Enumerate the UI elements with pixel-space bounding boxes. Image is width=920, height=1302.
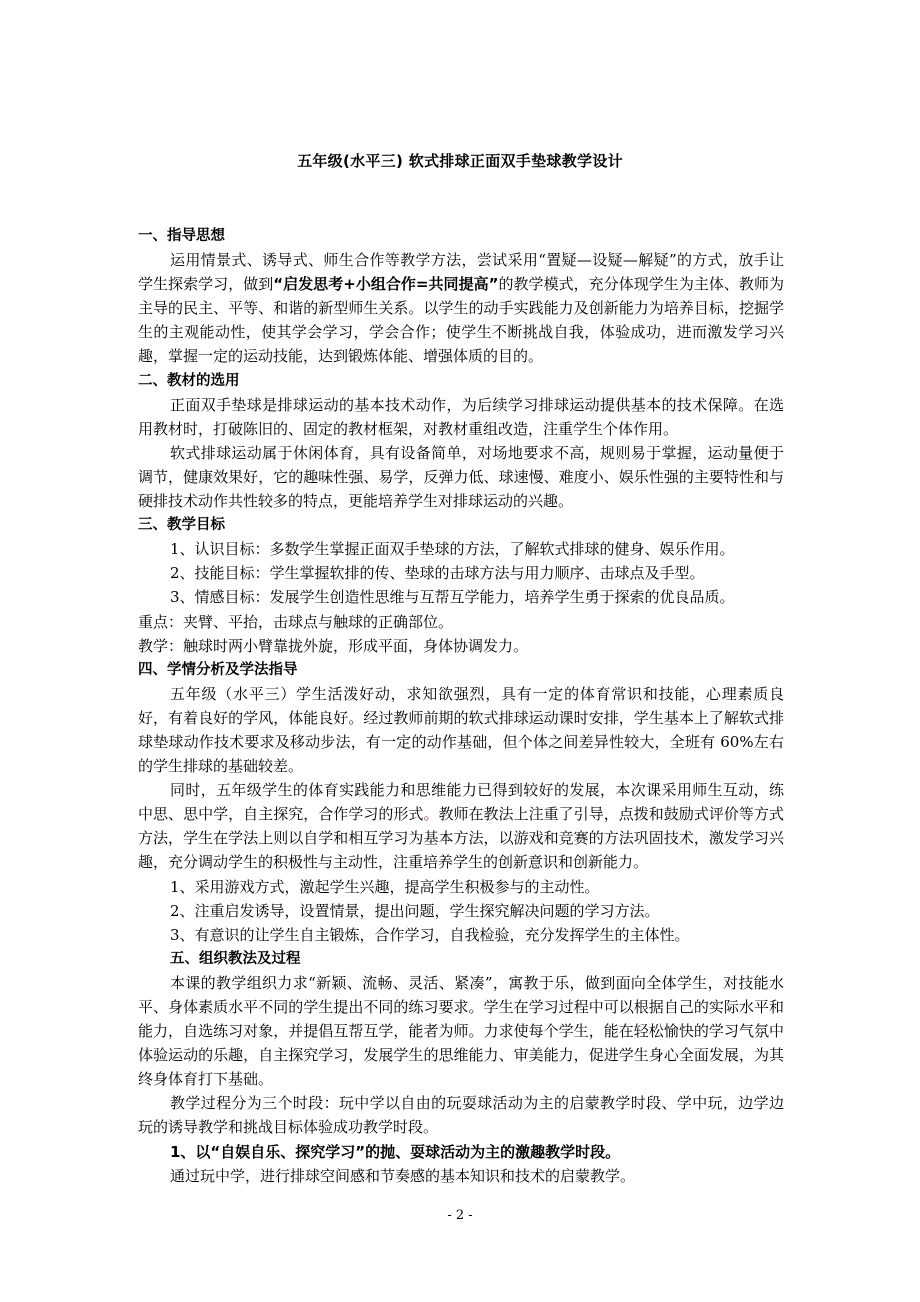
goal-cognitive: 1、认识目标：多数学生掌握正面双手垫球的方法，了解软式排球的健身、娱乐作用。	[170, 540, 735, 559]
paragraph-text: 运用情景式、诱导式、师生合作等教学方法，尝试采用“置疑—设疑—解疑”的方式，放手让学生探索学习，做到	[138, 251, 784, 294]
paragraph-text: 教师在教法上注重了引导，点拨和鼓励式评价等方式方法，学生在学法上则以自学和相互学习为基本方法，以游戏和竞赛的方法巩固技术，激发学习兴趣，充分调动学生的积极性与主动性，注重培养学生的创新意识和创新能力。	[138, 805, 784, 872]
learning-method-1: 1、采用游戏方式，激起学生兴趣，提高学生积极参与的主动性。	[170, 877, 600, 896]
key-points: 重点：夹臂、平抬，击球点与触球的正确部位。	[138, 612, 454, 631]
stage-1-heading: 1、以“自娱自乐、探究学习”的抛、耍球活动为主的激趣教学时段。	[170, 1142, 621, 1161]
goal-affective: 3、情感目标：发展学生创造性思维与互帮互学能力，培养学生勇于探索的优良品质。	[170, 588, 735, 607]
document-body	[138, 224, 784, 1188]
goal-skill: 2、技能目标：学生掌握软排的传、垫球的击球方法与用力顺序、击球点及手型。	[170, 564, 705, 583]
page-number: - 2 -	[447, 1208, 473, 1223]
document-title: 五年级(水平三) 软式排球正面双手垫球教学设计	[297, 152, 623, 170]
section-4-paragraph-2	[138, 778, 784, 874]
section-2-heading: 二、教材的选用	[138, 372, 240, 389]
section-3-heading: 三、教学目标	[138, 517, 225, 534]
section-1-heading: 一、指导思想	[138, 228, 225, 244]
learning-method-3: 3、有意识的让学生自主锻炼，合作学习，自我检验，充分发挥学生的主体性。	[170, 925, 690, 944]
paragraph-text: 的教学模式，充分体现学生为主体、教师为主导的民主、平等、和谐的新型师生关系。以学生的动手实践能力及创新能力为培养目标，挖掘学生的主观能动性，使其学会学习，学会合作；使学生不断挑战自我，体验成功，进而激发学习兴趣，掌握一定的运动技能，达到锻炼体能、增强体质的目的。	[138, 275, 784, 366]
section-5-heading: 五、组织教法及过程	[170, 950, 301, 967]
red-period: 。	[423, 805, 439, 824]
section-5-paragraph-3: 通过玩中学，进行排球空间感和节奏感的基本知识和技术的启蒙教学。	[170, 1166, 636, 1185]
section-4-heading: 四、学情分析及学法指导	[138, 661, 298, 678]
section-4-paragraph-1: 五年级（水平三）学生活泼好动，求知欲强烈，具有一定的体育常识和技能，心理素质良好，有着良好的学风，体能良好。经过教师前期的软式排球运动课时安排，学生基本上了解软式排球垫球动作技术要求及移动步法，有一定的动作基础，但个体之间差异性较大，全班有 60%左右的学生排球的基础较差。	[138, 684, 784, 776]
section-1-paragraph	[138, 248, 784, 368]
teaching-points: 教学：触球时两小臂靠拢外旋，形成平面，身体协调发力。	[138, 636, 529, 655]
section-2-paragraph-2: 软式排球运动属于休闲体育，具有设备简单，对场地要求不高，规则易于掌握，运动量便于调节，健康效果好，它的趣味性强、易学，反弹力低、球速慢、难度小、娱乐性强的主要特性和与硬排技术动作共性较多的特点，更能培养学生对排球运动的兴趣。	[138, 443, 784, 511]
teaching-mode-emphasis: “启发思考+小组合作=共同提高”	[273, 275, 499, 294]
paragraph-text: 同时，五年级学生的体育实践能力和思维能力已得到较好的发展，本次课采用师生互动，练中思、思中学，自主探究，合作学习的形式	[138, 781, 784, 824]
learning-method-2: 2、注重启发诱导，设置情景，提出问题，学生探究解决问题的学习方法。	[170, 901, 660, 920]
section-2-paragraph-1: 正面双手垫球是排球运动的基本技术动作，为后续学习排球运动提供基本的技术保障。在选用教材时，打破陈旧的、固定的教材框架，对教材重组改造，注重学生个体作用。	[138, 395, 784, 438]
section-5-paragraph-2: 教学过程分为三个时段：玩中学以自由的玩耍球活动为主的启蒙教学时段、学中玩，边学边玩的诱导教学和挑战目标体验成功教学时段。	[138, 1094, 784, 1137]
section-5-paragraph-1: 本课的教学组织力求“新颖、流畅、灵活、紧凑”，寓教于乐，做到面向全体学生，对技能水平、身体素质水平不同的学生提出不同的练习要求。学生在学习过程中可以根据自己的实际水平和能力，自选练习对象，并提倡互帮互学，能者为师。力求使每个学生，能在轻松愉快的学习气氛中体验运动的乐趣，自主探究学习，发展学生的思维能力、审美能力，促进学生身心全面发展，为其终身体育打下基础。	[138, 973, 784, 1089]
